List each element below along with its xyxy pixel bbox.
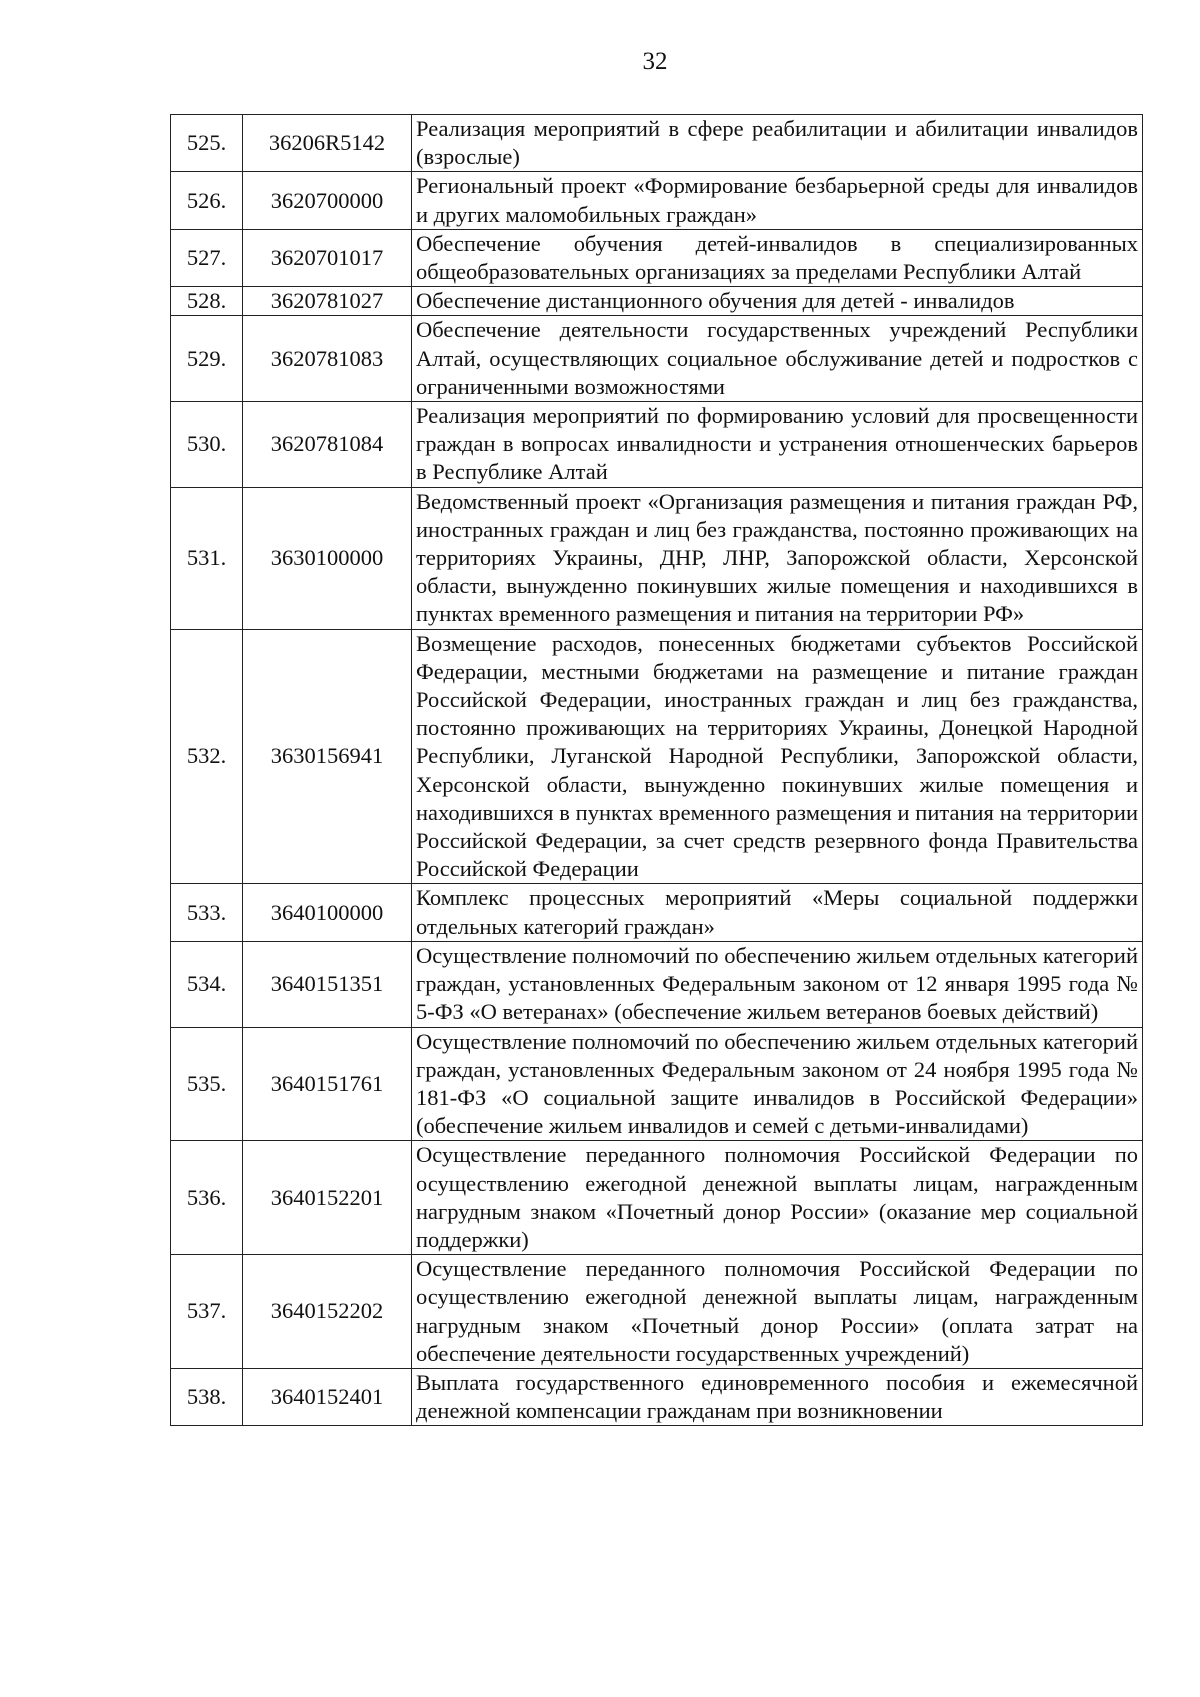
budget-code: 3640100000 [243,884,412,941]
row-number: 527. [171,229,243,286]
row-description: Осуществление переданного полномочия Российской Федерации по осуществлению ежегодной денежной выплаты лицам, награжденным нагрудным знаком «Почетный донор России» (оплата затрат на обеспечение деятельности государственных учреждений) [412,1255,1143,1369]
row-description: Обеспечение дистанционного обучения для детей - инвалидов [412,287,1143,316]
row-description: Обеспечение обучения детей-инвалидов в специализированных общеобразовательных организациях за пределами Республики Алтай [412,229,1143,286]
budget-code: 3630156941 [243,629,412,884]
page-number: 32 [642,48,668,75]
row-description: Комплекс процессных мероприятий «Меры социальной поддержки отдельных категорий граждан» [412,884,1143,941]
table-row [171,629,1143,884]
table-row [171,1368,1143,1425]
row-number: 526. [171,172,243,229]
table-row [171,1141,1143,1255]
table-row [171,1255,1143,1369]
table-row [171,287,1143,316]
row-number: 530. [171,402,243,488]
table-row [171,229,1143,286]
budget-code: 3640152201 [243,1141,412,1255]
row-number: 529. [171,316,243,402]
budget-code: 3620700000 [243,172,412,229]
row-description: Осуществление полномочий по обеспечению жильем отдельных категорий граждан, установленных Федеральным законом от 24 ноября 1995 года № 181-ФЗ «О социальной защите инвалидов в Российской Федерации» (обеспечение жильем инвалидов и семей с детьми-инвалидами) [412,1027,1143,1141]
row-number: 531. [171,487,243,629]
budget-code: 36206R5142 [243,115,412,172]
row-number: 533. [171,884,243,941]
table-row [171,1027,1143,1141]
budget-code: 3620781027 [243,287,412,316]
row-description: Возмещение расходов, понесенных бюджетами субъектов Российской Федерации, местными бюджетами на размещение и питание граждан Российской Федерации, иностранных граждан и лиц без гражданства, постоянно проживающих на территориях Украины, Донецкой Народной Республики, Луганской Народной Республики, Запорожской области, Херсонской области, вынужденно покинувших жилые помещения и находившихся в пунктах временного размещения и питания на территории Российской Федерации, за счет средств резервного фонда Правительства Российской Федерации [412,629,1143,884]
row-description: Осуществление переданного полномочия Российской Федерации по осуществлению ежегодной денежной выплаты лицам, награжденным нагрудным знаком «Почетный донор России» (оказание мер социальной поддержки) [412,1141,1143,1255]
row-number: 535. [171,1027,243,1141]
table-row [171,115,1143,172]
row-number: 525. [171,115,243,172]
table-row [171,487,1143,629]
table-row [171,172,1143,229]
row-description: Обеспечение деятельности государственных учреждений Республики Алтай, осуществляющих социальное обслуживание детей и подростков с ограниченными возможностями [412,316,1143,402]
row-description: Выплата государственного единовременного пособия и ежемесячной денежной компенсации гражданам при возникновении [412,1368,1143,1425]
budget-code: 3630100000 [243,487,412,629]
budget-code: 3620781083 [243,316,412,402]
table-row [171,402,1143,488]
row-number: 537. [171,1255,243,1369]
row-description: Региональный проект «Формирование безбарьерной среды для инвалидов и других маломобильных граждан» [412,172,1143,229]
row-description: Реализация мероприятий в сфере реабилитации и абилитации инвалидов (взрослые) [412,115,1143,172]
budget-code: 3620701017 [243,229,412,286]
table-row [171,316,1143,402]
row-number: 536. [171,1141,243,1255]
table-row [171,884,1143,941]
budget-code: 3640151761 [243,1027,412,1141]
row-number: 538. [171,1368,243,1425]
budget-code: 3640152202 [243,1255,412,1369]
row-number: 532. [171,629,243,884]
row-number: 528. [171,287,243,316]
table-row [171,941,1143,1027]
row-description: Ведомственный проект «Организация размещения и питания граждан РФ, иностранных граждан и лиц без гражданства, постоянно проживающих на территориях Украины, ДНР, ЛНР, Запорожской области, Херсонской области, вынужденно покинувших жилые помещения и находившихся в пунктах временного размещения и питания на территории РФ» [412,487,1143,629]
row-number: 534. [171,941,243,1027]
budget-code: 3640151351 [243,941,412,1027]
budget-codes-table [170,114,1143,1426]
budget-code: 3620781084 [243,402,412,488]
budget-code: 3640152401 [243,1368,412,1425]
row-description: Реализация мероприятий по формированию условий для просвещенности граждан в вопросах инвалидности и устранения отношенческих барьеров в Республике Алтай [412,402,1143,488]
row-description: Осуществление полномочий по обеспечению жильем отдельных категорий граждан, установленных Федеральным законом от 12 января 1995 года № 5-ФЗ «О ветеранах» (обеспечение жильем ветеранов боевых действий) [412,941,1143,1027]
